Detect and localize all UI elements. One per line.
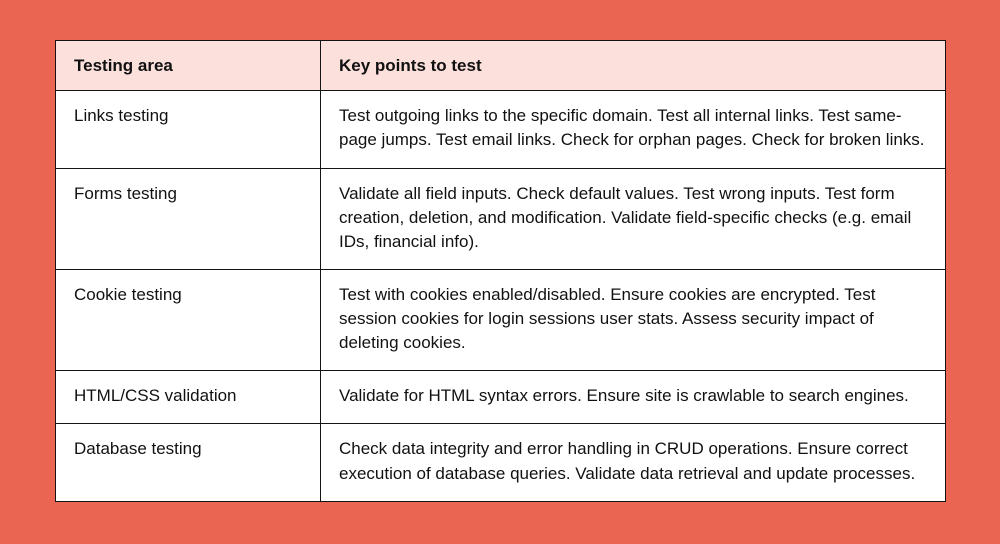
table-row xyxy=(56,371,946,424)
cell-key-points: Test with cookies enabled/disabled. Ensure cookies are encrypted. Test session cookies for login sessions user stats. Assess security impact of deleting cookies. xyxy=(321,269,946,370)
cell-key-points: Validate all field inputs. Check default values. Test wrong inputs. Test form creation, deletion, and modification. Validate field-specific checks (e.g. email IDs, financial info). xyxy=(321,168,946,269)
cell-testing-area: Forms testing xyxy=(56,168,321,269)
cell-testing-area: Database testing xyxy=(56,424,321,501)
cell-key-points: Validate for HTML syntax errors. Ensure site is crawlable to search engines. xyxy=(321,371,946,424)
table-body xyxy=(56,91,946,501)
table-header xyxy=(56,41,946,91)
cell-testing-area: Cookie testing xyxy=(56,269,321,370)
column-header-key-points: Key points to test xyxy=(321,41,946,91)
cell-key-points: Check data integrity and error handling in CRUD operations. Ensure correct execution of database queries. Validate data retrieval and update processes. xyxy=(321,424,946,501)
cell-key-points: Test outgoing links to the specific domain. Test all internal links. Test same-page jumps. Test email links. Check for orphan pages. Check for broken links. xyxy=(321,91,946,168)
table-row xyxy=(56,168,946,269)
cell-testing-area: HTML/CSS validation xyxy=(56,371,321,424)
cell-testing-area: Links testing xyxy=(56,91,321,168)
testing-matrix-table xyxy=(55,40,946,502)
table-row xyxy=(56,91,946,168)
testing-matrix-container xyxy=(55,40,945,502)
table-row xyxy=(56,269,946,370)
column-header-testing-area: Testing area xyxy=(56,41,321,91)
table-header-row xyxy=(56,41,946,91)
table-row xyxy=(56,424,946,501)
